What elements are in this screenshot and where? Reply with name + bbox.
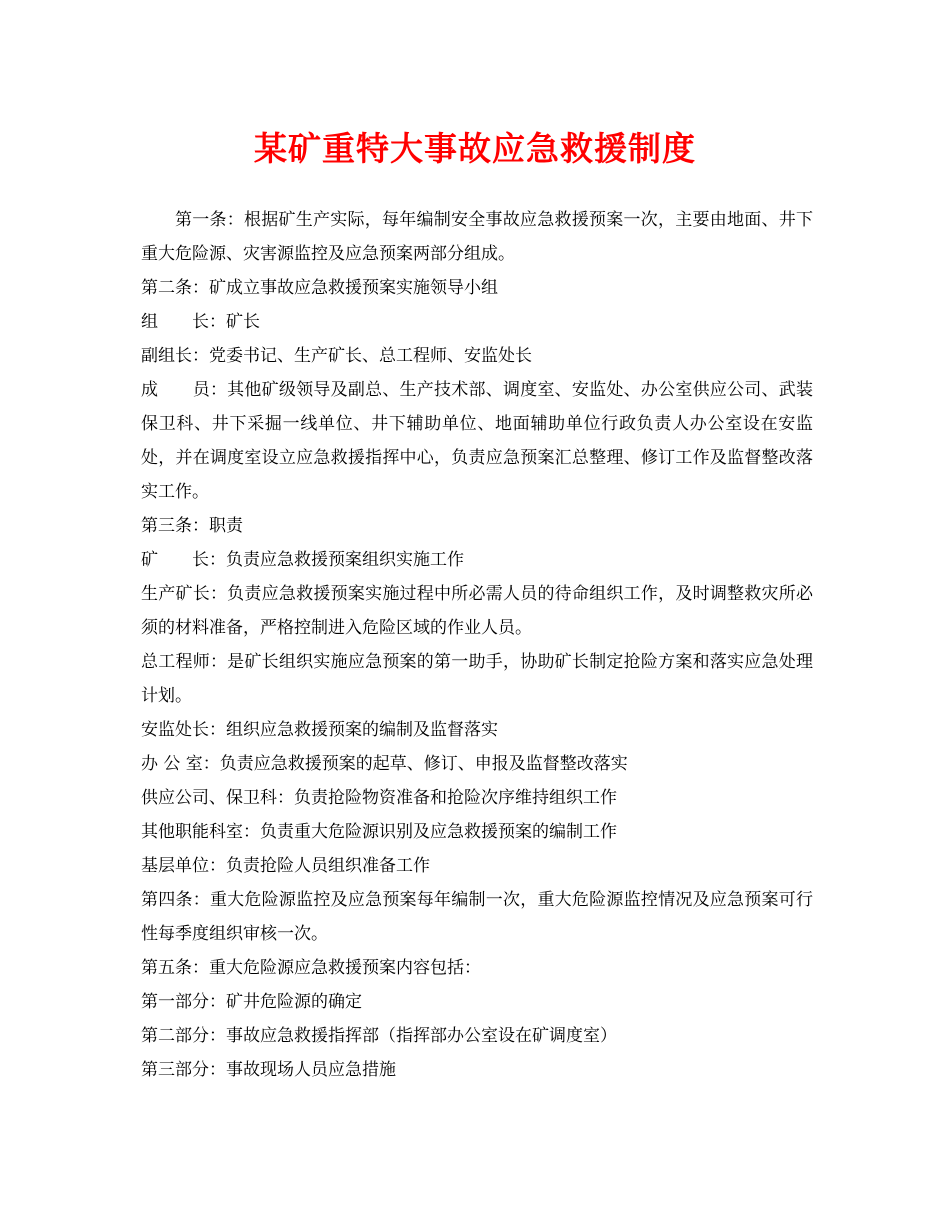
paragraph: 矿 长：负责应急救援预案组织实施工作: [141, 550, 464, 570]
paragraph: 办 公 室：负责应急救援预案的起草、修订、申报及监督整改落实: [141, 754, 628, 774]
paragraph: 第一部分：矿井危险源的确定: [141, 992, 362, 1012]
paragraph: 其他职能科室：负责重大危险源识别及应急救援预案的编制工作: [141, 822, 617, 842]
paragraph: 第三条：职责: [141, 516, 243, 536]
paragraph: 第四条：重大危险源监控及应急预案每年编制一次，重大危险源监控情况及应急预案可行性每季度组织审核一次。: [141, 890, 813, 944]
document-body: [141, 203, 813, 1087]
paragraph: 基层单位：负责抢险人员组织准备工作: [141, 856, 430, 876]
paragraph: 副组长：党委书记、生产矿长、总工程师、安监处长: [141, 346, 532, 366]
paragraph: 安监处长：组织应急救援预案的编制及监督落实: [141, 720, 498, 740]
paragraph: 第五条：重大危险源应急救援预案内容包括：: [141, 958, 481, 978]
paragraph: 第二部分：事故应急救援指挥部（指挥部办公室设在矿调度室）: [141, 1026, 617, 1046]
paragraph: 组 长：矿长: [141, 312, 260, 332]
paragraph: 第一条：根据矿生产实际，每年编制安全事故应急救援预案一次，主要由地面、井下重大危险源、灾害源监控及应急预案两部分组成。: [141, 210, 813, 264]
paragraph: 第三部分：事故现场人员应急措施: [141, 1060, 396, 1080]
paragraph: 第二条：矿成立事故应急救援预案实施领导小组: [141, 278, 498, 298]
paragraph: 成 员：其他矿级领导及副总、生产技术部、调度室、安监处、办公室供应公司、武装保卫科、井下采掘一线单位、井下辅助单位、地面辅助单位行政负责人办公室设在安监处，并在调度室设立应急救援指挥中心，负责应急预案汇总整理、修订工作及监督整改落实工作。: [141, 380, 813, 502]
document-title: 某矿重特大事故应急救援制度: [254, 129, 696, 168]
paragraph: 总工程师：是矿长组织实施应急预案的第一助手，协助矿长制定抢险方案和落实应急处理计划。: [141, 652, 813, 706]
paragraph: 供应公司、保卫科：负责抢险物资准备和抢险次序维持组织工作: [141, 788, 617, 808]
paragraph: 生产矿长：负责应急救援预案实施过程中所必需人员的待命组织工作，及时调整救灾所必须的材料准备，严格控制进入危险区域的作业人员。: [141, 584, 813, 638]
